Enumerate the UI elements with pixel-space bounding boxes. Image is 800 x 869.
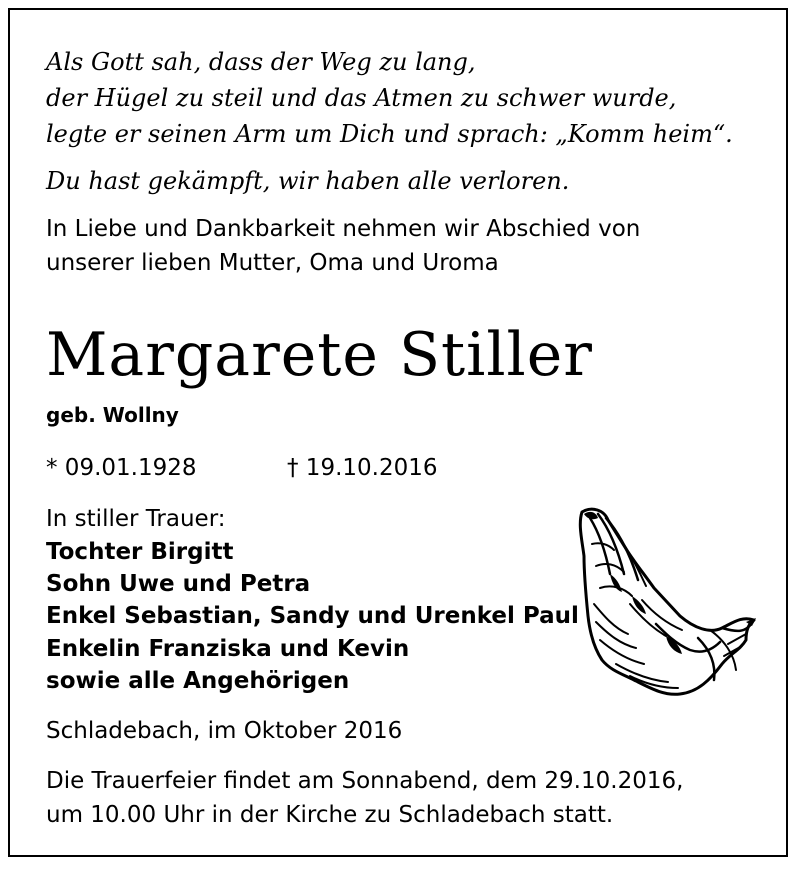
birth-date: * 09.01.1928: [46, 455, 197, 481]
intro-line-2: unserer lieben Mutter, Oma und Uroma: [46, 250, 499, 276]
praying-hands-icon: [570, 504, 770, 700]
obituary-frame: [8, 8, 788, 857]
poem-line-1: Als Gott sah, dass der Weg zu lang,: [46, 48, 476, 76]
mourner-line: Tochter Birgitt: [46, 539, 234, 565]
poem-line-3: legte er seinen Arm um Dich und sprach: „Komm heim“.: [46, 120, 733, 148]
poem-line-2: der Hügel zu steil und das Atmen zu schwer wurde,: [46, 84, 677, 112]
mourner-line: sowie alle Angehörigen: [46, 668, 350, 694]
intro-line-1: In Liebe und Dankbarkeit nehmen wir Abschied von: [46, 216, 641, 242]
mourner-line: Sohn Uwe und Petra: [46, 571, 311, 597]
poem-line-4: Du hast gekämpft, wir haben alle verloren.: [46, 167, 570, 195]
deceased-name: Margarete Stiller: [46, 320, 593, 390]
service-line-1: Die Trauerfeier findet am Sonnabend, dem 29.10.2016,: [46, 768, 684, 794]
maiden-name: geb. Wollny: [46, 403, 179, 427]
mourner-line: Enkel Sebastian, Sandy und Urenkel Paul: [46, 603, 579, 629]
service-line-2: um 10.00 Uhr in der Kirche zu Schladebach statt.: [46, 802, 614, 828]
mourner-line: Enkelin Franziska und Kevin: [46, 636, 410, 662]
mourners-heading: In stiller Trauer:: [46, 506, 226, 532]
place-date: Schladebach, im Oktober 2016: [46, 718, 403, 744]
death-date: † 19.10.2016: [287, 455, 438, 481]
